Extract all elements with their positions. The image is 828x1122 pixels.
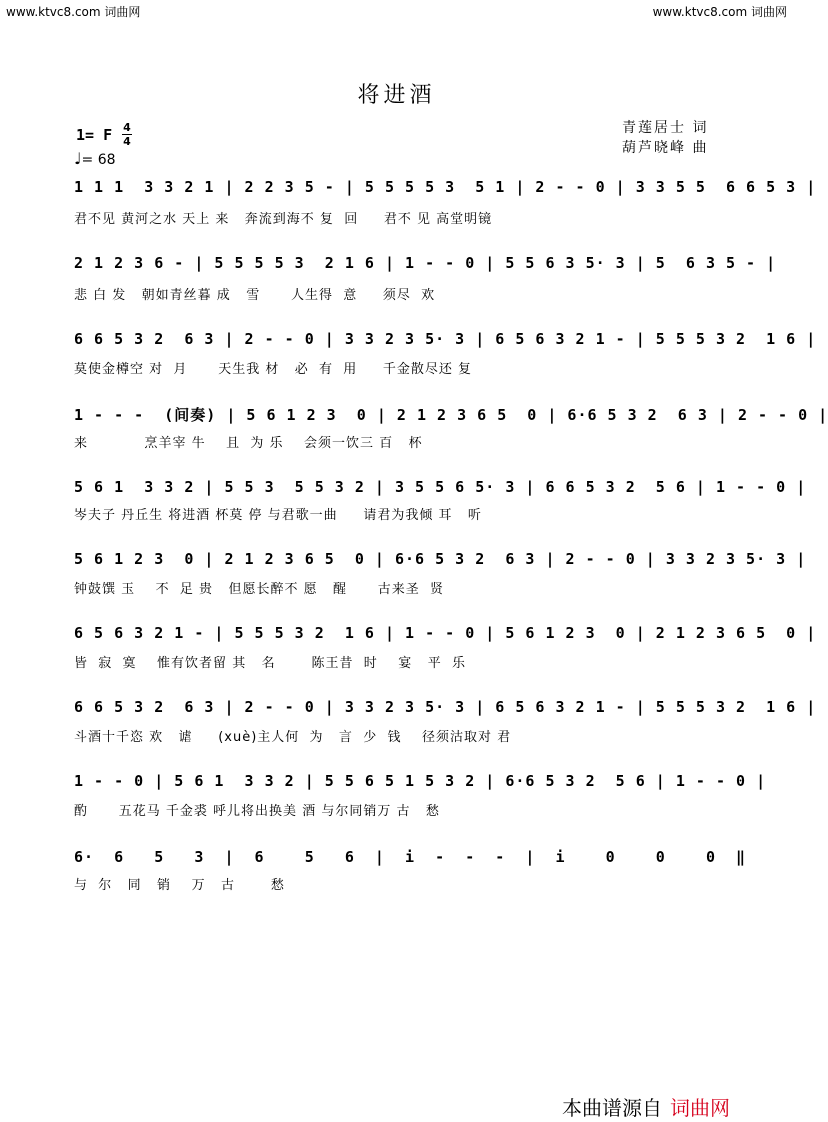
notation-line-5: 5 6 1 3 3 2 | 5 5 3 5 5 3 2 | 3 5 5 6 5· 3 | 6 6 5 3 2 5 6 | 1 - - 0 | (74, 478, 807, 496)
notation-line-3: 6 6 5 3 2 6 3 | 2 - - 0 | 3 3 2 3 5· 3 | 6 5 6 3 2 1 - | 5 5 5 3 2 1 6 | (74, 330, 817, 348)
footer-source (562, 1092, 730, 1121)
lyricist-credit: 青莲居士 词 (622, 120, 709, 136)
lyrics-line-4: 来 烹羊宰 牛 且 为 乐 会须一饮三 百 杯 (74, 436, 423, 451)
lyrics-line-7: 皆 寂 寞 惟有饮者留 其 名 陈王昔 时 宴 平 乐 (74, 656, 466, 671)
song-title: 将进酒 (357, 83, 436, 108)
credits (622, 118, 708, 158)
notation-line-9: 1 - - 0 | 5 6 1 3 3 2 | 5 5 6 5 1 5 3 2 | 6·6 5 3 2 5 6 | 1 - - 0 | (74, 772, 767, 790)
notation-line-4: 1 - - - (间奏) | 5 6 1 2 3 0 | 2 1 2 3 6 5 0 | 6·6 5 3 2 6 3 | 2 - - 0 | (74, 406, 828, 424)
watermark-right: www.ktvc8.com 词曲网 (652, 5, 787, 19)
notation-line-2: 2 1 2 3 6 - | 5 5 5 5 3 2 1 6 | 1 - - 0 | 5 5 6 3 5· 3 | 5 6 3 5 - | (74, 254, 777, 272)
footer-brand-link[interactable]: 词曲网 (670, 1096, 730, 1120)
lyrics-line-5: 岑夫子 丹丘生 将进酒 杯莫 停 与君歌一曲 请君为我倾 耳 听 (74, 508, 482, 523)
notation-line-6: 5 6 1 2 3 0 | 2 1 2 3 6 5 0 | 6·6 5 3 2 6 3 | 2 - - 0 | 3 3 2 3 5· 3 | (74, 550, 807, 568)
lyrics-line-6: 钟鼓馔 玉 不 足 贵 但愿长醉不 愿 醒 古来圣 贤 (74, 582, 445, 597)
tempo-value: = 68 (81, 152, 116, 168)
quarter-note-icon: ♩ (74, 149, 82, 168)
time-signature-bottom: 4 (123, 135, 131, 148)
lyrics-line-10: 与 尔 同 销 万 古 愁 (74, 878, 285, 893)
key-signature: 1= F (76, 126, 113, 144)
lyrics-line-9: 酌 五花马 千金裘 呼儿将出换美 酒 与尔同销万 古 愁 (74, 804, 440, 819)
notation-line-7: 6 5 6 3 2 1 - | 5 5 5 3 2 1 6 | 1 - - 0 | 5 6 1 2 3 0 | 2 1 2 3 6 5 0 | (74, 624, 817, 642)
notation-line-1: 1 1 1 3 3 2 1 | 2 2 3 5 - | 5 5 5 5 3 5 1 | 2 - - 0 | 3 3 5 5 6 6 5 3 | (74, 178, 817, 196)
lyrics-line-1: 君不见 黄河之水 天上 来 奔流到海不 复 回 君不 见 高堂明镜 (74, 212, 493, 227)
notation-line-10: 6· 6 5 3 | 6 5 6 | i - - - | i 0 0 0 ‖ (74, 848, 747, 866)
lyrics-line-3: 莫使金樽空 对 月 天生我 材 必 有 用 千金散尽还 复 (74, 362, 473, 377)
watermark-left: www.ktvc8.com 词曲网 (6, 5, 141, 19)
time-signature-top: 4 (123, 121, 131, 134)
composer-credit: 葫芦晓峰 曲 (622, 140, 709, 156)
time-signature (122, 122, 132, 147)
lyrics-line-8: 斗酒十千恣 欢 谑 (xuè)主人何 为 言 少 钱 径须沽取对 君 (74, 730, 512, 745)
footer-source-label: 本曲谱源自 (562, 1096, 662, 1120)
lyrics-line-2: 悲 白 发 朝如青丝暮 成 雪 人生得 意 须尽 欢 (74, 288, 436, 303)
notation-line-8: 6 6 5 3 2 6 3 | 2 - - 0 | 3 3 2 3 5· 3 | 6 5 6 3 2 1 - | 5 5 5 3 2 1 6 | (74, 698, 817, 716)
tempo-marking (74, 149, 116, 168)
